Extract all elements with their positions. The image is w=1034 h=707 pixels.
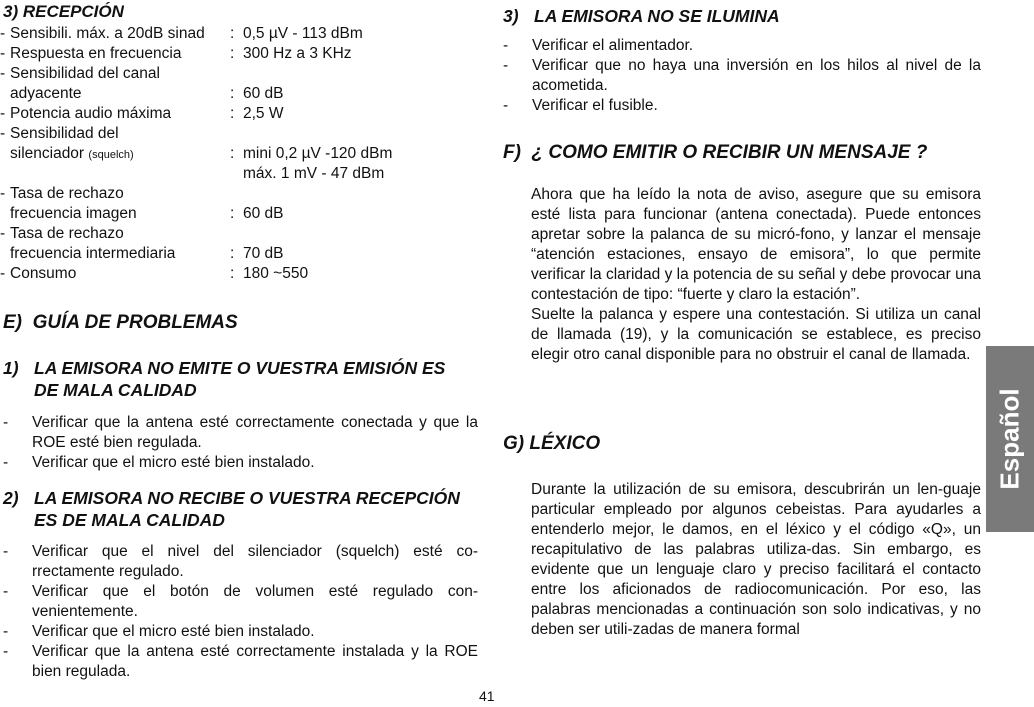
language-tab [986,346,1034,532]
problem-2-heading: 2) LA EMISORA NO RECIBE O VUESTRA RECEPCIÓN ES DE MALA CALIDAD [3,488,460,530]
list-item: - Verificar que el botón de volumen esté regulado con-venientemente. [3,583,478,620]
problem-3-heading: 3) LA EMISORA NO SE ILUMINA [503,6,780,26]
spec-row: - Sensibilidad del silenciador (squelch) : mini 0,2 µV -120 dBm máx. 1 mV - 47 dBm [0,125,393,182]
paragraph: Durante la utilización de su emisora, descubrirán un len-guaje particular empleado por algunos cebeistas. Para ayudarles a entenderlo mejor, le damos, en el léxico y el código «Q», un recapitulativo de las palabras utiliza-das. Sin embargo, es evidente que un lenguaje claro y preciso facilitará el contacto entre los aficionados de radiocomunicación. Por eso, las palabras mencionadas a continuación son solo indicativas, y no deben ser utili-zadas de manera formal [531,481,981,638]
section-g-text [531,480,981,640]
list-item: - Verificar que el micro esté bien instalado. [3,454,315,471]
problem-1-heading: 1) LA EMISORA NO EMITE O VUESTRA EMISIÓN ES DE MALA CALIDAD [3,358,446,400]
paragraph: Suelte la palanca y espere una contestación. Si utiliza un canal de llamada (19), y la comunicación se establece, es preciso elegir otro canal disponible para no obstruir el canal de llamada. [531,306,981,363]
section-g-heading: G) LÉXICO [503,433,601,454]
recepcion-heading: 3) RECEPCIÓN [3,2,124,21]
list-item: - Verificar que el micro esté bien instalado. [3,623,315,640]
list-item: - Verificar que la antena esté correctamente instalada y la ROE bien regulada. [3,643,478,680]
spec-row: - Tasa de rechazo frecuencia intermediaria : 70 dB [0,225,284,262]
section-f-text [531,185,981,365]
section-f-heading: F) ¿ COMO EMITIR O RECIBIR UN MENSAJE ? [503,142,928,163]
section-e-heading: E) GUÍA DE PROBLEMAS [3,312,238,333]
list-item: - Verificar que el nivel del silenciador (squelch) esté co-rrectamente regulado. [3,543,478,580]
list-item: - Verificar el fusible. [503,97,658,114]
page-number: 41 [479,688,495,704]
list-item: - Verificar que no haya una inversión en los hilos al nivel de la acometida. [503,57,981,94]
list-item: - Verificar que la antena esté correctamente conectada y que la ROE esté bien regulada. [3,414,478,451]
spec-row: - Consumo : 180 ~550 [0,265,309,282]
paragraph: Ahora que ha leído la nota de aviso, asegure que su emisora esté lista para funcionar (antena conectada). Puede entonces apretar sobre la palanca de su micró-fono, y lanzar el mensaje “atención estaciones, ensayo de emisora”, lo que permite verificar la claridad y la potencia de su señal y debe provocar una contestación de tipo: “fuerte y claro la estación”. [531,186,981,303]
spec-row: - Respuesta en frecuencia : 300 Hz a 3 KHz [0,45,352,62]
spec-row: - Sensibili. máx. a 20dB sinad : 0,5 µV - 113 dBm [0,25,363,42]
spec-row: - Sensibilidad del canal adyacente : 60 dB [0,65,284,102]
spec-row: - Tasa de rechazo frecuencia imagen : 60 dB [0,185,284,222]
language-tab-label: Español [994,388,1025,490]
spec-row: - Potencia audio máxima : 2,5 W [0,105,284,122]
list-item: - Verificar el alimentador. [503,37,694,54]
